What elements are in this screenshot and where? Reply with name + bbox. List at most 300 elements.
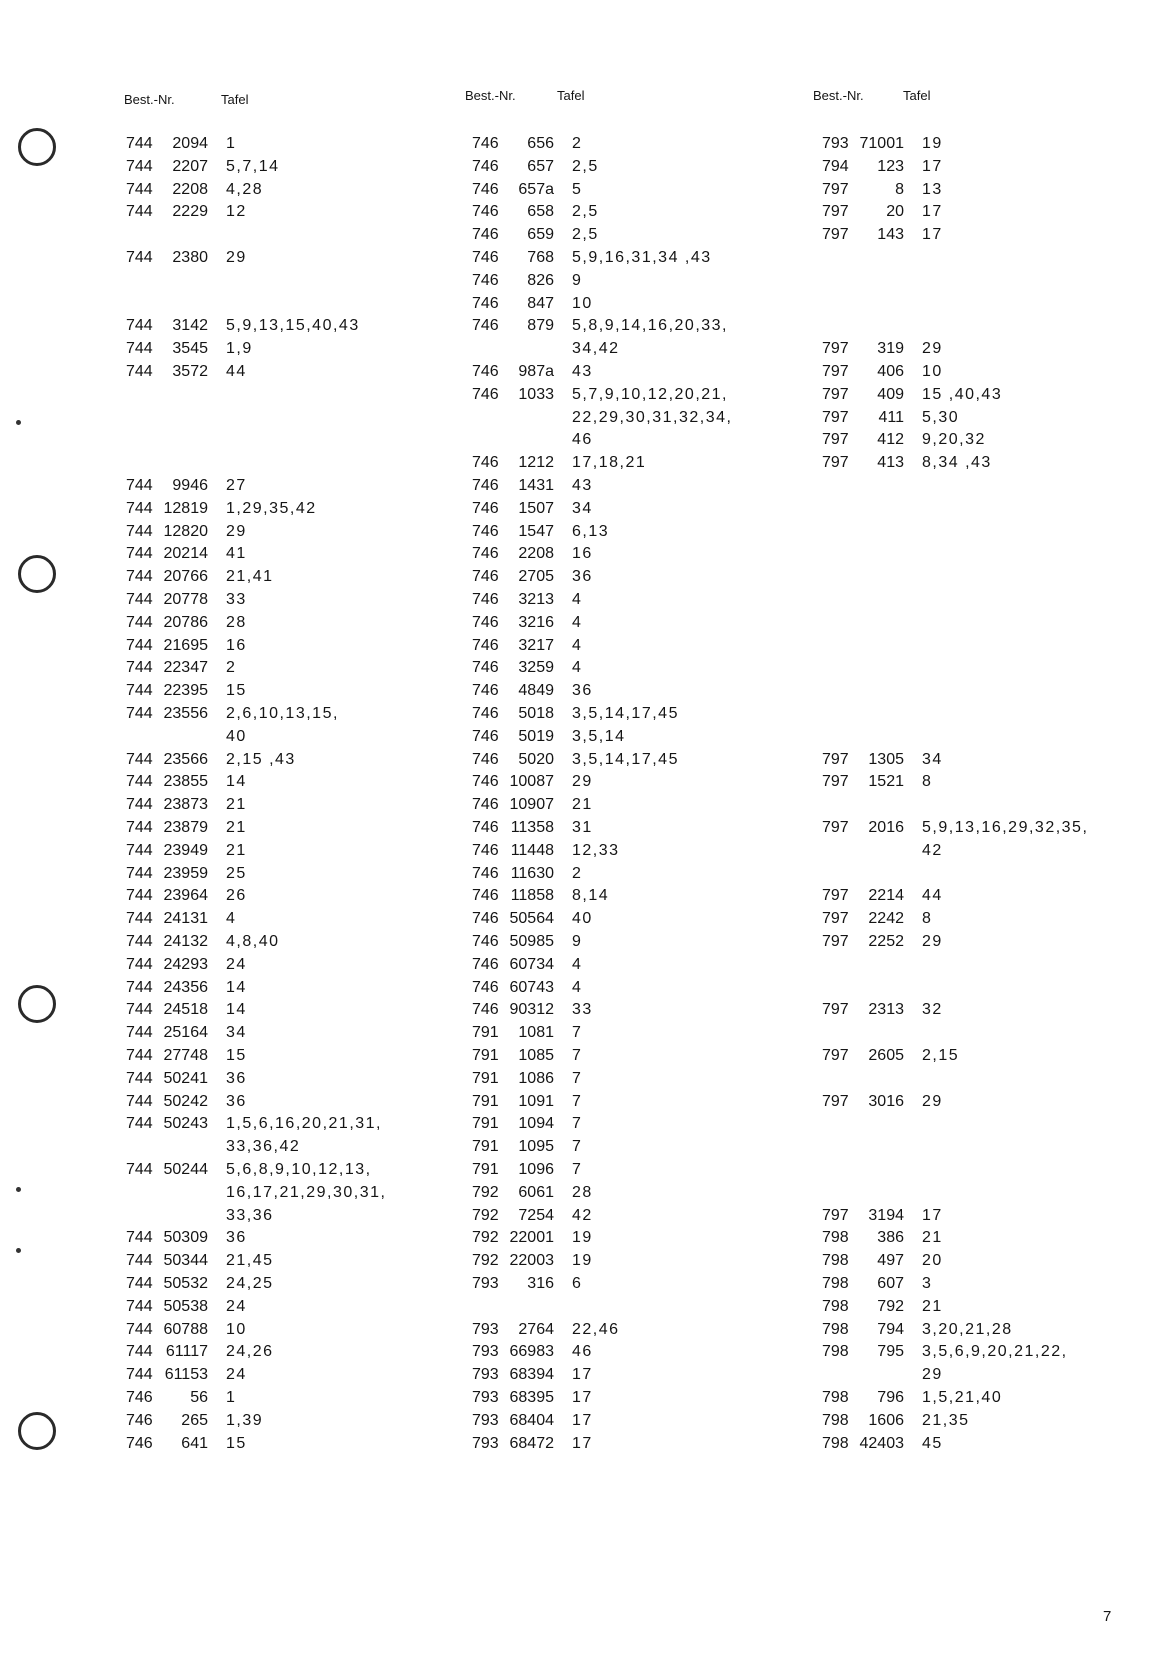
part-prefix: 744 — [126, 1229, 153, 1247]
part-number: 1095 — [518, 1138, 554, 1156]
tafel-refs: 34 — [572, 499, 593, 517]
tafel-refs: 29 — [922, 933, 943, 950]
part-prefix: 744 — [126, 682, 153, 700]
part-number: 23556 — [163, 705, 208, 722]
tafel-refs: 7 — [572, 1024, 583, 1042]
tafel-refs: 17,18,21 — [572, 454, 647, 472]
part-number: 27748 — [163, 1047, 208, 1064]
part-number: 5020 — [518, 750, 554, 768]
speck — [16, 1248, 21, 1253]
tafel-refs: 5 — [572, 180, 583, 198]
header-bestnr: Best.-Nr. — [813, 88, 864, 103]
tafel-refs: 2 — [572, 864, 583, 882]
part-prefix: 744 — [126, 887, 153, 905]
tafel-refs: 21 — [226, 796, 247, 814]
part-prefix: 746 — [472, 317, 499, 335]
tafel-refs: 15 — [226, 1434, 247, 1452]
tafel-refs: 31 — [572, 819, 593, 836]
part-prefix: 746 — [472, 613, 499, 631]
part-number: 123 — [877, 157, 904, 175]
part-number: 24131 — [163, 910, 208, 928]
tafel-refs: 5,9,13,16,29,32,35, — [922, 819, 1089, 836]
tafel-refs: 21,41 — [226, 568, 274, 586]
part-prefix: 746 — [472, 773, 499, 791]
part-number: 11448 — [510, 841, 554, 859]
part-prefix: 744 — [126, 568, 153, 586]
part-number: 24293 — [163, 955, 208, 973]
part-prefix: 746 — [472, 568, 499, 586]
part-number: 2242 — [868, 910, 904, 928]
part-number: 656 — [527, 135, 554, 152]
tafel-refs: 6,13 — [572, 522, 610, 540]
part-prefix: 746 — [472, 226, 499, 244]
part-number: 143 — [877, 226, 904, 244]
column-header — [124, 92, 248, 107]
part-number: 8 — [895, 180, 904, 198]
part-prefix: 746 — [472, 819, 499, 836]
tafel-refs: 17 — [572, 1411, 593, 1429]
part-number: 50243 — [163, 1115, 208, 1133]
part-number: 3259 — [518, 659, 554, 677]
part-prefix: 744 — [126, 1115, 153, 1133]
part-prefix: 744 — [126, 933, 153, 950]
part-prefix: 798 — [822, 1320, 849, 1338]
tafel-refs: 17 — [922, 157, 943, 175]
tafel-refs: 5,9,13,15,40,43 — [226, 317, 360, 335]
part-number: 22003 — [509, 1252, 554, 1270]
part-number: 50242 — [163, 1092, 208, 1110]
part-prefix: 744 — [126, 796, 153, 814]
tafel-refs: 1,9 — [226, 340, 253, 358]
part-prefix: 797 — [822, 933, 849, 950]
tafel-refs: 2,5 — [572, 226, 599, 244]
part-number: 50564 — [509, 910, 554, 928]
part-prefix: 744 — [126, 1252, 153, 1270]
part-prefix: 791 — [472, 1047, 499, 1064]
header-tafel: Tafel — [557, 88, 585, 103]
part-prefix: 746 — [472, 955, 499, 973]
part-number: 61153 — [164, 1366, 208, 1384]
tafel-refs: 15 — [226, 682, 247, 700]
part-number: 3216 — [518, 613, 554, 631]
part-prefix: 744 — [126, 135, 153, 152]
tafel-refs: 2,5 — [572, 157, 599, 175]
tafel-refs: 1 — [226, 1389, 237, 1406]
part-number: 413 — [877, 454, 904, 472]
part-prefix: 744 — [126, 249, 153, 266]
part-prefix: 792 — [472, 1206, 499, 1224]
part-number: 1521 — [868, 773, 904, 791]
part-number: 23855 — [163, 773, 208, 791]
part-number: 3572 — [172, 363, 208, 380]
part-prefix: 793 — [472, 1434, 499, 1452]
part-number: 11358 — [510, 819, 554, 836]
punch-hole-1 — [18, 128, 56, 166]
part-prefix: 744 — [126, 1343, 153, 1361]
tafel-refs: 21 — [922, 1229, 943, 1247]
part-number: 1305 — [868, 750, 904, 768]
part-prefix: 791 — [472, 1069, 499, 1087]
part-prefix: 744 — [126, 545, 153, 563]
part-prefix: 744 — [126, 750, 153, 768]
tafel-refs: 4 — [572, 591, 583, 608]
part-number: 10087 — [509, 773, 554, 791]
part-prefix: 797 — [822, 1047, 849, 1064]
part-prefix: 797 — [822, 431, 849, 449]
part-number: 265 — [181, 1411, 208, 1429]
tafel-refs: 21 — [226, 819, 247, 836]
part-prefix: 746 — [472, 294, 499, 312]
part-prefix: 744 — [126, 1092, 153, 1110]
tafel-refs: 1,5,21,40 — [922, 1389, 1003, 1406]
tafel-refs: 2 — [226, 659, 237, 677]
part-prefix: 744 — [126, 910, 153, 928]
part-number: 50532 — [163, 1275, 208, 1292]
part-number: 60743 — [509, 978, 554, 996]
tafel-refs: 15 — [226, 1047, 247, 1064]
tafel-refs: 13 — [922, 180, 943, 198]
part-prefix: 746 — [472, 727, 499, 745]
tafel-refs: 36 — [226, 1092, 247, 1110]
part-number: 796 — [877, 1389, 904, 1406]
punch-hole-2 — [18, 555, 56, 593]
part-prefix: 797 — [822, 910, 849, 928]
part-number: 66983 — [509, 1343, 554, 1361]
tafel-refs: 1 — [226, 135, 237, 152]
part-number: 1606 — [868, 1411, 904, 1429]
tafel-refs: 46 — [572, 1343, 593, 1361]
part-number: 1507 — [518, 499, 554, 517]
part-prefix: 744 — [126, 157, 153, 175]
part-number: 3545 — [172, 340, 208, 358]
tafel-refs: 29 — [922, 1366, 943, 1384]
tafel-refs: 14 — [226, 1001, 247, 1019]
part-prefix: 744 — [126, 180, 153, 198]
part-number: 50309 — [163, 1229, 208, 1247]
part-prefix: 744 — [126, 1366, 153, 1384]
part-number: 316 — [527, 1275, 554, 1292]
tafel-refs: 8 — [922, 910, 933, 928]
tafel-refs: 14 — [226, 773, 247, 791]
part-number: 1212 — [518, 454, 554, 472]
part-number: 68395 — [509, 1389, 554, 1406]
part-number: 71001 — [859, 135, 904, 152]
tafel-refs: 8 — [922, 773, 933, 791]
tafel-refs: 8,34 ,43 — [922, 454, 992, 472]
tafel-refs: 34,42 — [572, 340, 620, 358]
part-prefix: 797 — [822, 226, 849, 244]
tafel-refs: 17 — [922, 203, 943, 221]
part-prefix: 746 — [472, 363, 499, 380]
tafel-refs: 44 — [922, 887, 943, 905]
tafel-refs: 29 — [922, 340, 943, 358]
tafel-refs: 4 — [572, 613, 583, 631]
tafel-refs: 9,20,32 — [922, 431, 986, 449]
tafel-refs: 5,30 — [922, 408, 960, 426]
part-number: 2252 — [868, 933, 904, 950]
part-prefix: 793 — [472, 1275, 499, 1292]
tafel-refs: 7 — [572, 1161, 583, 1178]
part-prefix: 744 — [126, 317, 153, 335]
tafel-refs: 4 — [572, 955, 583, 973]
part-prefix: 746 — [472, 499, 499, 517]
part-prefix: 746 — [472, 203, 499, 221]
part-number: 90312 — [509, 1001, 554, 1019]
tafel-refs: 17 — [572, 1434, 593, 1452]
tafel-refs: 5,8,9,14,16,20,33, — [572, 317, 728, 335]
part-number: 3194 — [868, 1206, 904, 1224]
part-number: 60734 — [509, 955, 554, 973]
tafel-refs: 7 — [572, 1138, 583, 1156]
part-number: 50985 — [509, 933, 554, 950]
header-tafel: Tafel — [221, 92, 249, 107]
part-number: 21695 — [163, 636, 208, 654]
tafel-refs: 33 — [226, 591, 247, 608]
part-prefix: 746 — [472, 157, 499, 175]
part-number: 9946 — [172, 477, 208, 494]
part-number: 50241 — [163, 1069, 208, 1087]
part-prefix: 794 — [822, 157, 849, 175]
tafel-refs: 24 — [226, 1297, 247, 1315]
tafel-refs: 36 — [226, 1069, 247, 1087]
part-prefix: 798 — [822, 1252, 849, 1270]
part-number: 3213 — [518, 591, 554, 608]
tafel-refs: 15 ,40,43 — [922, 385, 1003, 403]
part-number: 1547 — [518, 522, 554, 540]
part-number: 24356 — [163, 978, 208, 996]
tafel-refs: 17 — [922, 226, 943, 244]
part-prefix: 746 — [472, 705, 499, 722]
part-number: 1431 — [518, 477, 554, 494]
part-number: 5018 — [518, 705, 554, 722]
part-prefix: 744 — [126, 819, 153, 836]
tafel-refs: 22,46 — [572, 1320, 620, 1338]
part-number: 4849 — [518, 682, 554, 700]
part-prefix: 797 — [822, 385, 849, 403]
tafel-refs: 45 — [922, 1434, 943, 1452]
part-prefix: 746 — [472, 454, 499, 472]
tafel-refs: 29 — [572, 773, 593, 791]
part-number: 24132 — [163, 933, 208, 950]
part-prefix: 744 — [126, 1320, 153, 1338]
part-prefix: 791 — [472, 1115, 499, 1133]
tafel-refs: 3,5,6,9,20,21,22, — [922, 1343, 1068, 1361]
part-prefix: 744 — [126, 636, 153, 654]
tafel-refs: 33,36,42 — [226, 1138, 301, 1156]
part-number: 25164 — [163, 1024, 208, 1042]
tafel-refs: 33,36 — [226, 1206, 274, 1224]
part-number: 2016 — [868, 819, 904, 836]
part-prefix: 746 — [472, 477, 499, 494]
part-number: 23964 — [163, 887, 208, 905]
tafel-refs: 9 — [572, 271, 583, 289]
part-number: 50344 — [163, 1252, 208, 1270]
part-prefix: 744 — [126, 591, 153, 608]
part-number: 23879 — [163, 819, 208, 836]
part-prefix: 746 — [472, 135, 499, 152]
tafel-refs: 1,29,35,42 — [226, 499, 317, 517]
tafel-refs: 25 — [226, 864, 247, 882]
column-header — [465, 88, 584, 103]
part-number: 50538 — [163, 1297, 208, 1315]
tafel-refs: 36 — [226, 1229, 247, 1247]
part-number: 11630 — [510, 864, 554, 882]
part-prefix: 746 — [472, 682, 499, 700]
tafel-refs: 32 — [922, 1001, 943, 1019]
tafel-refs: 5,9,16,31,34 ,43 — [572, 249, 712, 266]
part-prefix: 746 — [472, 910, 499, 928]
tafel-refs: 4,8,40 — [226, 933, 280, 950]
part-prefix: 797 — [822, 750, 849, 768]
part-prefix: 798 — [822, 1275, 849, 1292]
tafel-refs: 3,5,14,17,45 — [572, 705, 679, 722]
tafel-refs: 16,17,21,29,30,31, — [226, 1183, 387, 1201]
tafel-refs: 28 — [572, 1183, 593, 1201]
part-prefix: 791 — [472, 1024, 499, 1042]
tafel-refs: 24,25 — [226, 1275, 274, 1292]
part-prefix: 793 — [472, 1366, 499, 1384]
part-prefix: 744 — [126, 864, 153, 882]
part-prefix: 744 — [126, 1024, 153, 1042]
part-number: 2313 — [868, 1001, 904, 1019]
tafel-refs: 5,7,14 — [226, 157, 280, 175]
part-number: 1085 — [518, 1047, 554, 1064]
part-prefix: 746 — [472, 636, 499, 654]
part-prefix: 746 — [472, 796, 499, 814]
tafel-refs: 26 — [226, 887, 247, 905]
part-number: 23959 — [163, 864, 208, 882]
tafel-refs: 29 — [226, 522, 247, 540]
tafel-refs: 29 — [226, 249, 247, 266]
part-number: 2208 — [172, 180, 208, 198]
part-prefix: 744 — [126, 1047, 153, 1064]
tafel-refs: 21 — [922, 1297, 943, 1315]
part-number: 2705 — [518, 568, 554, 586]
part-number: 6061 — [518, 1183, 554, 1201]
tafel-refs: 1,39 — [226, 1411, 264, 1429]
part-number: 847 — [527, 294, 554, 312]
tafel-refs: 2,15 — [922, 1047, 960, 1064]
part-number: 1081 — [518, 1024, 554, 1042]
tafel-refs: 10 — [922, 363, 943, 380]
tafel-refs: 16 — [572, 545, 593, 563]
part-prefix: 797 — [822, 180, 849, 198]
tafel-refs: 27 — [226, 477, 247, 494]
part-number: 20214 — [163, 545, 208, 563]
tafel-refs: 20 — [922, 1252, 943, 1270]
tafel-refs: 7 — [572, 1092, 583, 1110]
tafel-refs: 6 — [572, 1275, 583, 1292]
tafel-refs: 7 — [572, 1069, 583, 1087]
tafel-refs: 42 — [922, 841, 943, 859]
part-prefix: 746 — [472, 180, 499, 198]
part-prefix: 744 — [126, 773, 153, 791]
part-number: 23566 — [163, 750, 208, 768]
tafel-refs: 2,15 ,43 — [226, 750, 296, 768]
part-prefix: 746 — [472, 659, 499, 677]
tafel-refs: 24 — [226, 1366, 247, 1384]
tafel-refs: 24,26 — [226, 1343, 274, 1361]
part-prefix: 746 — [472, 522, 499, 540]
part-prefix: 744 — [126, 613, 153, 631]
part-prefix: 792 — [472, 1183, 499, 1201]
part-prefix: 746 — [472, 750, 499, 768]
speck — [16, 1187, 21, 1192]
part-number: 2094 — [172, 135, 208, 152]
tafel-refs: 21,35 — [922, 1411, 970, 1429]
part-prefix: 797 — [822, 363, 849, 380]
part-number: 22001 — [509, 1229, 554, 1247]
part-number: 386 — [877, 1229, 904, 1247]
tafel-refs: 42 — [572, 1206, 593, 1224]
part-number: 42403 — [859, 1434, 904, 1452]
part-number: 60788 — [163, 1320, 208, 1338]
tafel-refs: 4,28 — [226, 180, 264, 198]
part-number: 20766 — [163, 568, 208, 586]
header-tafel: Tafel — [903, 88, 931, 103]
part-prefix: 798 — [822, 1389, 849, 1406]
part-prefix: 793 — [472, 1411, 499, 1429]
tafel-refs: 4 — [572, 636, 583, 654]
tafel-refs: 29 — [922, 1092, 943, 1110]
part-number: 10907 — [509, 796, 554, 814]
tafel-refs: 34 — [922, 750, 943, 768]
tafel-refs: 12,33 — [572, 841, 620, 859]
part-prefix: 797 — [822, 1001, 849, 1019]
part-prefix: 744 — [126, 978, 153, 996]
tafel-refs: 40 — [572, 910, 593, 928]
part-number: 1086 — [518, 1069, 554, 1087]
part-prefix: 744 — [126, 1001, 153, 1019]
part-prefix: 744 — [126, 522, 153, 540]
part-prefix: 791 — [472, 1161, 499, 1178]
tafel-refs: 3 — [922, 1275, 933, 1292]
part-prefix: 798 — [822, 1297, 849, 1315]
part-number: 879 — [527, 317, 554, 335]
part-number: 12820 — [163, 522, 208, 540]
part-prefix: 797 — [822, 454, 849, 472]
tafel-refs: 40 — [226, 727, 247, 745]
tafel-refs: 19 — [572, 1252, 593, 1270]
part-number: 2214 — [868, 887, 904, 905]
part-number: 2764 — [518, 1320, 554, 1338]
tafel-refs: 5,6,8,9,10,12,13, — [226, 1161, 372, 1178]
part-number: 7254 — [518, 1206, 554, 1224]
part-prefix: 744 — [126, 363, 153, 380]
part-prefix: 746 — [126, 1411, 153, 1429]
part-prefix: 797 — [822, 203, 849, 221]
part-number: 497 — [877, 1252, 904, 1270]
part-prefix: 791 — [472, 1138, 499, 1156]
part-number: 406 — [877, 363, 904, 380]
tafel-refs: 10 — [226, 1320, 247, 1338]
part-number: 68404 — [509, 1411, 554, 1429]
part-prefix: 746 — [472, 841, 499, 859]
part-number: 50244 — [163, 1161, 208, 1178]
part-prefix: 746 — [472, 978, 499, 996]
part-prefix: 797 — [822, 1206, 849, 1224]
page-number: 7 — [1103, 1608, 1112, 1625]
tafel-refs: 5,7,9,10,12,20,21, — [572, 385, 728, 403]
part-prefix: 744 — [126, 499, 153, 517]
tafel-refs: 34 — [226, 1024, 247, 1042]
part-number: 22347 — [163, 659, 208, 677]
part-number: 412 — [877, 431, 904, 449]
tafel-refs: 4 — [572, 659, 583, 677]
part-prefix: 744 — [126, 705, 153, 722]
tafel-refs: 43 — [572, 477, 593, 494]
part-prefix: 744 — [126, 477, 153, 494]
